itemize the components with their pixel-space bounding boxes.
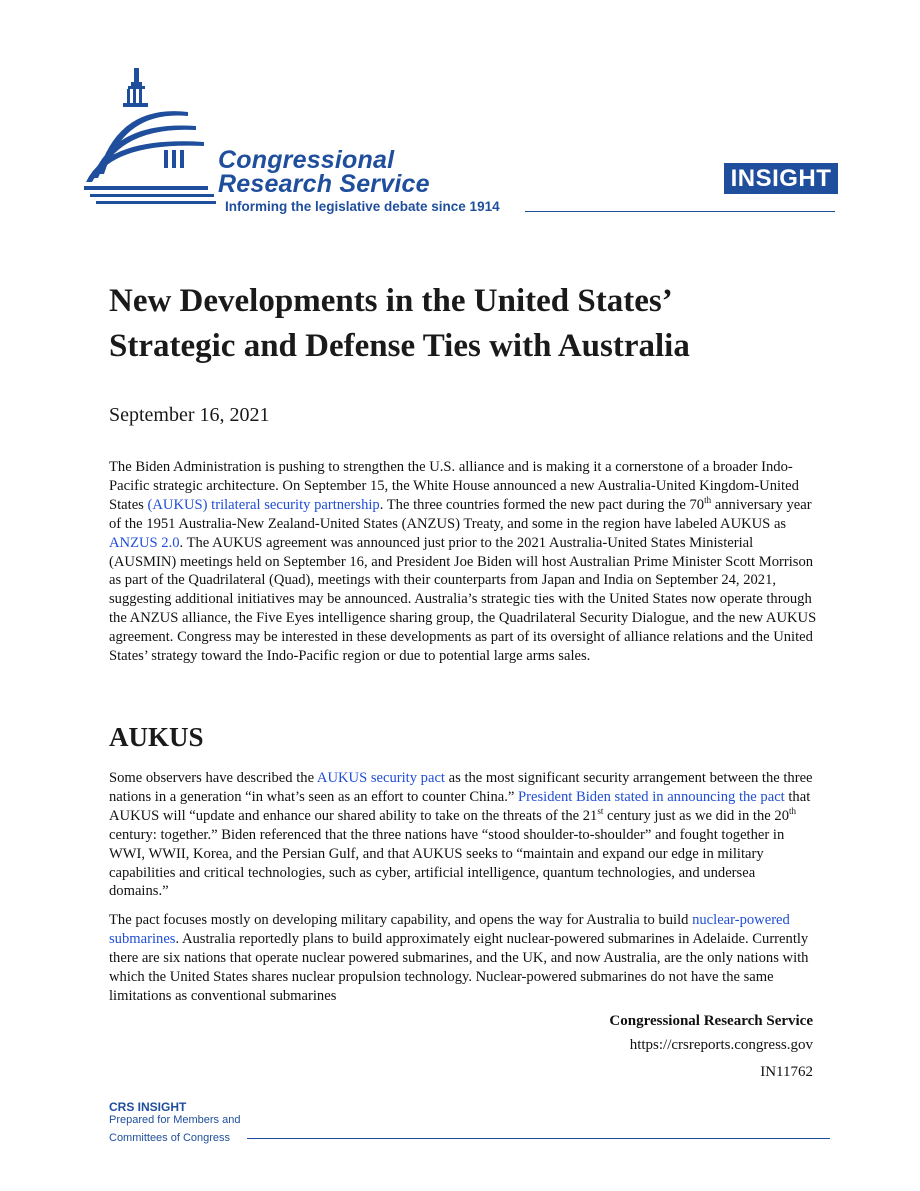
- org-name-line2: Research Service: [218, 170, 430, 198]
- page-title: [109, 279, 829, 369]
- aukus-partnership-link[interactable]: (AUKUS) trilateral security partnership: [147, 496, 380, 513]
- footer-org: Congressional Research Service: [609, 1013, 813, 1029]
- crs-insight-label: CRS INSIGHT: [109, 1100, 187, 1114]
- tagline: Informing the legislative debate since 1914: [225, 199, 500, 214]
- publication-date: September 16, 2021: [109, 404, 270, 426]
- text-run: century: together.” Biden referenced that the three nations have “stood shoulder-to-shoulder” and fought together in WWI, WWII, Korea, and the Persian Gulf, and that AUKUS seeks to “maintain and expand our edge in military capabilities and critical technologies, such as cyber, artificial intelligence, quantum technologies, and undersea domains.”: [109, 826, 785, 900]
- superscript: th: [704, 494, 712, 505]
- text-run: The Biden Administration is pushing to strengthen the U.S. alliance and is making it a cornerstone of a broader Indo-Pacific strategic architecture. On September 15, the White House announced a new Australia-United Kingdom-United States: [109, 459, 799, 513]
- text-run: Some observers have described the: [109, 770, 317, 786]
- prepared-for-line1: Prepared for Members and: [109, 1114, 241, 1126]
- title-line-1: New Developments in the United States’: [109, 283, 673, 319]
- aukus-security-pact-link[interactable]: AUKUS security pact: [316, 770, 445, 786]
- superscript: th: [789, 805, 797, 816]
- section-heading-aukus: AUKUS: [109, 722, 204, 752]
- crs-capitol-logo-icon: [78, 64, 218, 214]
- text-run: that AUKUS will “update and enhance our shared ability to take on the threats of the 21: [109, 788, 811, 824]
- text-run: . The three countries formed the new pact during the 70: [379, 496, 705, 513]
- text-run: anniversary year of the 1951 Australia-New Zealand-United States (ANZUS) Treaty, and some in the region have labeled AUKUS as: [109, 496, 812, 532]
- aukus-paragraph-1: [109, 769, 817, 901]
- insight-badge: INSIGHT: [724, 163, 838, 194]
- nuclear-submarines-link[interactable]: nuclear-powered submarines: [109, 912, 790, 947]
- report-id: IN11762: [760, 1064, 813, 1080]
- anzus-2-link[interactable]: ANZUS 2.0: [109, 534, 180, 551]
- aukus-paragraph-2: [109, 911, 817, 1006]
- intro-paragraph: [109, 458, 817, 666]
- text-run: . The AUKUS agreement was announced just prior to the 2021 Australia-United States Ministerial (AUSMIN) meetings held on September 16, and President Joe Biden will host Australian Prime Minister Scott Morrison as part of the Quadrilateral (Quad), meetings with their counterparts from Japan and India on September 24, 2021, suggesting additional initiatives may be announced. Australia’s strategic ties with the United States now operate through the ANZUS alliance, the Five Eyes intelligence sharing group, the Quadrilateral Security Dialogue, and the new AUKUS agreement. Congress may be interested in these developments as part of its oversight of alliance relations and the United States’ strategy toward the Indo-Pacific region or due to potential large arms sales.: [109, 534, 817, 665]
- prepared-for-line2: Committees of Congress: [109, 1132, 231, 1144]
- president-biden-statement-link[interactable]: President Biden stated in announcing the pact: [518, 788, 785, 805]
- text-run: . Australia reportedly plans to build approximately eight nuclear-powered submarines in Adelaide. Currently there are six nations that operate nuclear powered submarines, and the UK, and now Australia, are the only nations with which the United States shares nuclear propulsion technology. Nuclear-powered submarines do not have the same limitations as conventional submarines: [109, 930, 809, 1004]
- footer-url[interactable]: https://crsreports.congress.gov: [629, 1037, 813, 1053]
- footer-divider: [247, 1138, 830, 1139]
- org-name-line1: Congressional: [218, 146, 395, 174]
- tagline-divider: [525, 211, 835, 212]
- text-run: century just as we did in the 20: [603, 807, 789, 824]
- superscript: st: [597, 805, 604, 816]
- text-run: The pact focuses mostly on developing military capability, and opens the way for Australia to build: [109, 912, 693, 928]
- title-line-2: Strategic and Defense Ties with Australia: [109, 328, 690, 364]
- text-run: as the most significant security arrangement between the three nations in a generation “in what’s seen as an effort to counter China.”: [109, 770, 813, 805]
